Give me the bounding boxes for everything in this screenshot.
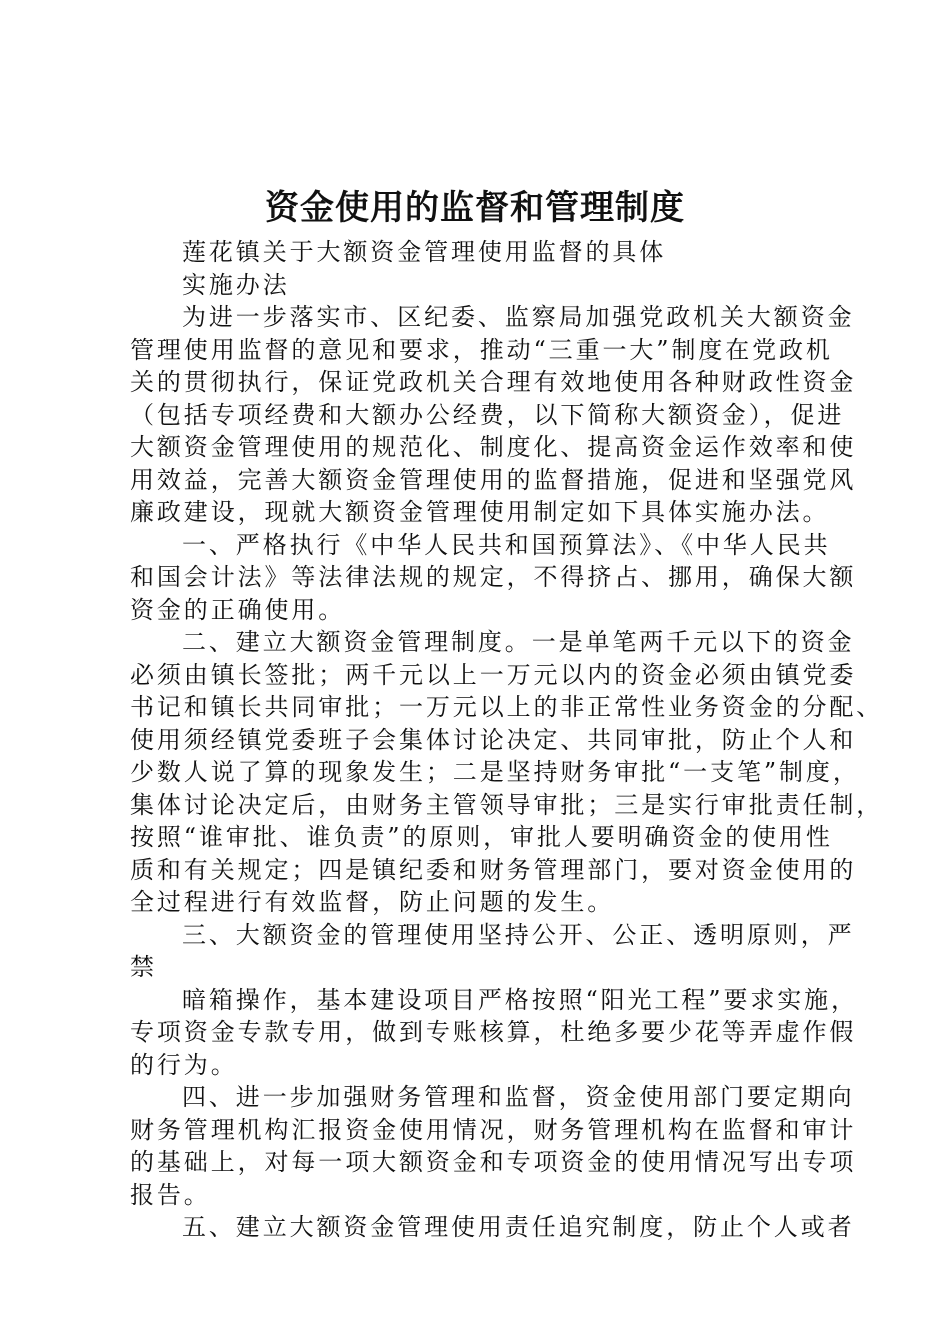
text-line: 管理使用监督的意见和要求，推动“三重一大”制度在党政机 xyxy=(130,335,833,364)
text-line: 廉政建设，现就大额资金管理使用制定如下具体实施办法。 xyxy=(130,498,830,526)
text-line: 资金的正确使用。 xyxy=(130,595,346,624)
text-line: 莲花镇关于大额资金管理使用监督的具体 xyxy=(182,238,667,266)
text-line: 的行为。 xyxy=(130,1050,238,1079)
text-line: 禁 xyxy=(130,953,157,981)
text-line: 全过程进行有效监督，防止问题的发生。 xyxy=(130,888,615,916)
text-line: 用效益，完善大额资金管理使用的监督措施，促进和坚强党风 xyxy=(130,465,857,494)
text-line: 按照“谁审批、谁负责”的原则，审批人要明确资金的使用性 xyxy=(130,823,833,851)
text-line: 二、建立大额资金管理制度。一是单笔两千元以下的资金 xyxy=(182,628,855,656)
text-line: 大额资金管理使用的规范化、制度化、提高资金运作效率和使 xyxy=(130,433,857,461)
text-line: 五、建立大额资金管理使用责任追究制度，防止个人或者 xyxy=(182,1213,855,1241)
text-line: 必须由镇长签批；两千元以上一万元以内的资金必须由镇党委 xyxy=(130,660,857,689)
text-line: 专项资金专款专用，做到专账核算，杜绝多要少花等弄虚作假 xyxy=(130,1018,857,1046)
text-line: 集体讨论决定后，由财务主管领导审批；三是实行审批责任制， xyxy=(130,790,884,819)
text-line: 质和有关规定；四是镇纪委和财务管理部门，要对资金使用的 xyxy=(130,855,857,884)
text-line: 为进一步落实市、区纪委、监察局加强党政机关大额资金 xyxy=(182,303,855,331)
document-title: 资金使用的监督和管理制度 xyxy=(265,188,685,228)
text-line: 实施办法 xyxy=(182,270,290,299)
text-line: 关的贯彻执行，保证党政机关合理有效地使用各种财政性资金 xyxy=(130,368,857,396)
document-body xyxy=(130,236,884,1244)
text-line: 使用须经镇党委班子会集体讨论决定、共同审批，防止个人和 xyxy=(130,725,857,754)
text-line: 少数人说了算的现象发生；二是坚持财务审批“一支笔”制度， xyxy=(130,758,860,786)
text-line: 一、严格执行《中华人民共和国预算法》、《中华人民共 xyxy=(182,530,831,559)
text-line: 四、进一步加强财务管理和监督，资金使用部门要定期向 xyxy=(182,1083,855,1111)
text-line: 的基础上，对每一项大额资金和专项资金的使用情况写出专项 xyxy=(130,1148,857,1176)
text-line: 书记和镇长共同审批；一万元以上的非正常性业务资金的分配、 xyxy=(130,693,884,721)
text-line: 暗箱操作，基本建设项目严格按照“阳光工程”要求实施， xyxy=(182,985,858,1014)
text-line: 和国会计法》等法律法规的规定，不得挤占、挪用，确保大额 xyxy=(130,563,857,591)
text-line: 报告。 xyxy=(130,1180,211,1209)
text-line: 财务管理机构汇报资金使用情况，财务管理机构在监督和审计 xyxy=(130,1115,857,1144)
text-line: （包括专项经费和大额办公经费，以下简称大额资金），促进 xyxy=(130,400,845,429)
text-line: 三、大额资金的管理使用坚持公开、公正、透明原则，严 xyxy=(182,920,855,949)
